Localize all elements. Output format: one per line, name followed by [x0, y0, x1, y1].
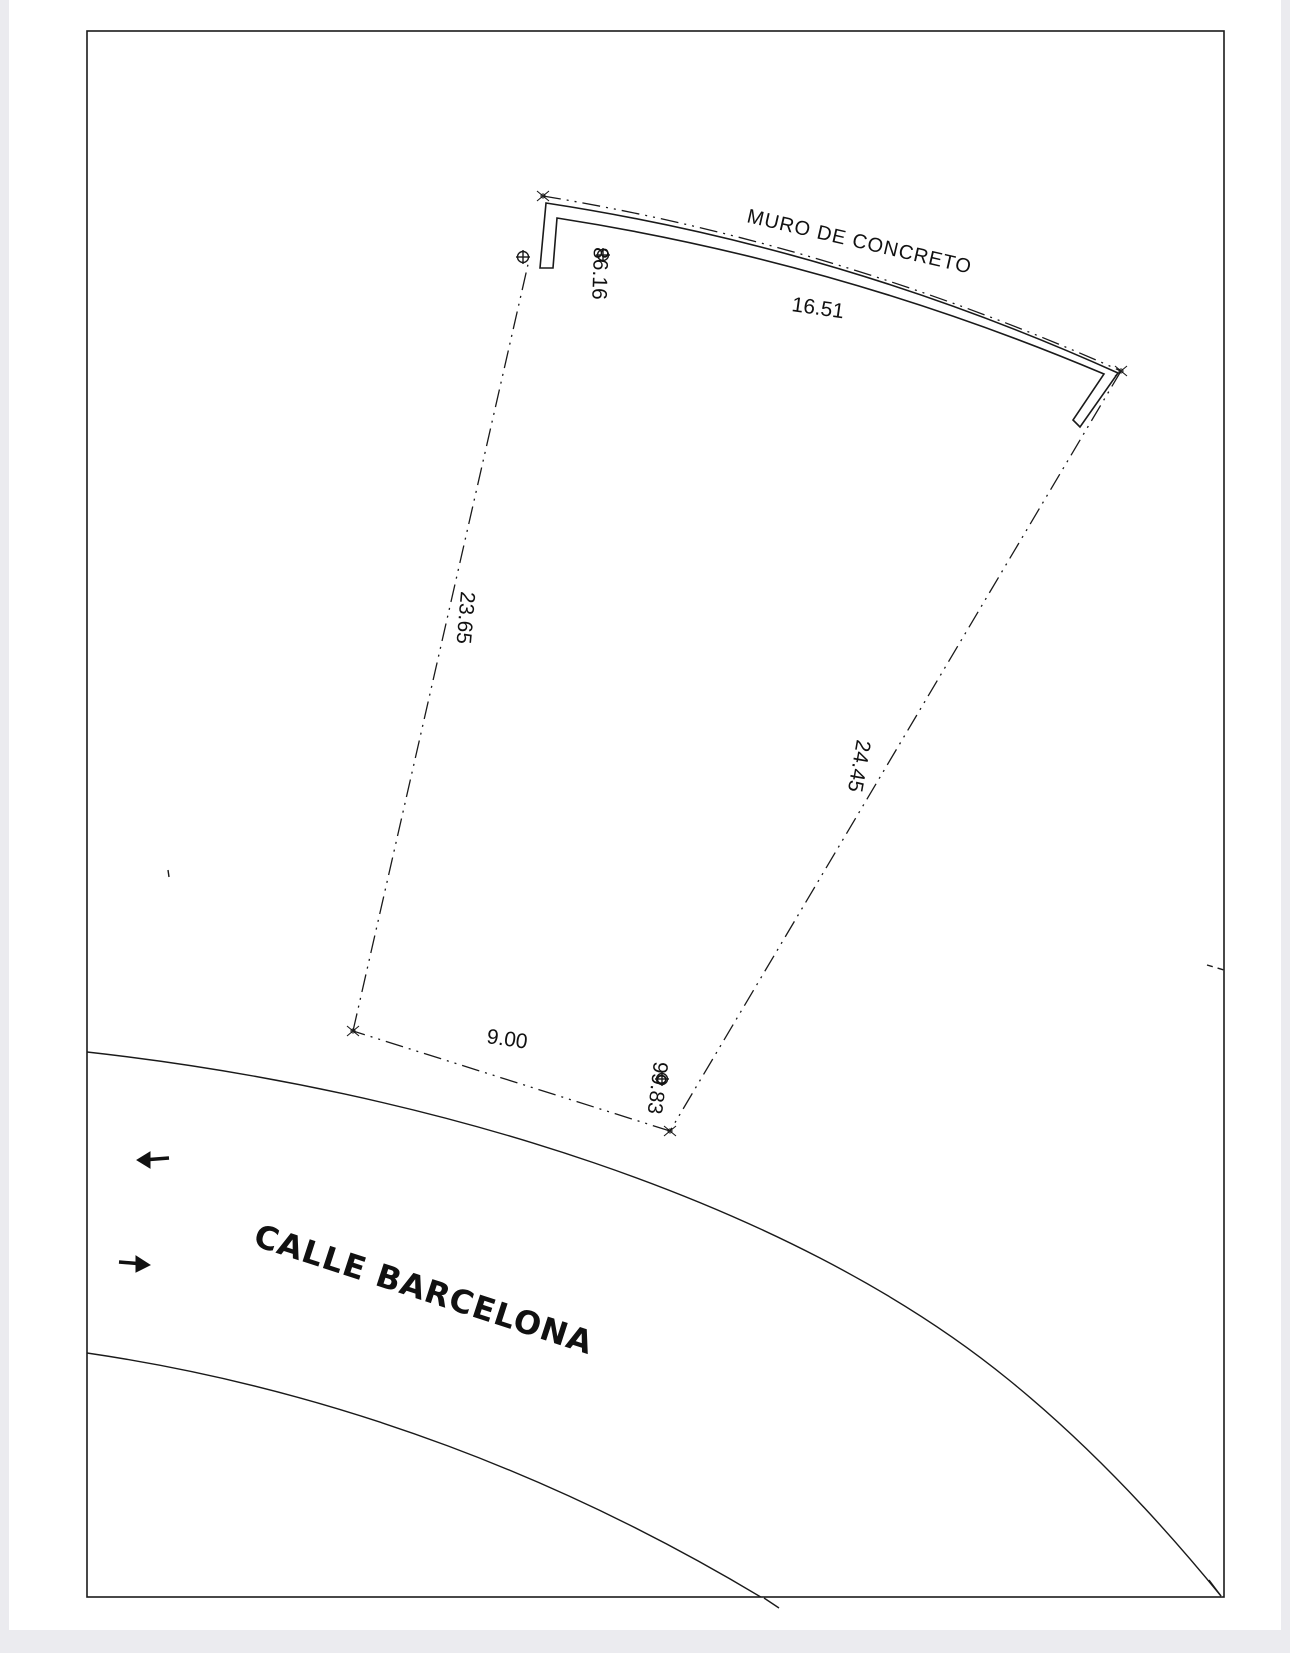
street-edges: [87, 1052, 1221, 1605]
street-label: CALLE BARCELONA: [249, 1216, 599, 1363]
street-edge-lower-tail: [764, 1598, 779, 1608]
survey-points: [347, 191, 1127, 1136]
dimension-left: 23.65: [451, 590, 479, 645]
elevation-top-left: 86.16: [587, 246, 612, 301]
lot-boundary-right: [670, 371, 1121, 1131]
street-edge-upper: [87, 1052, 1221, 1596]
dimension-bottom: 9.00: [485, 1025, 529, 1054]
street-edge-upper-tail: [1209, 1580, 1221, 1596]
arrow-right-icon: [119, 1256, 150, 1272]
site-plan: [9, 0, 1281, 1653]
arrow-left-icon: [137, 1152, 169, 1168]
survey-point: [1115, 366, 1127, 376]
drawing-sheet: [9, 0, 1281, 1630]
lot-boundary: [353, 196, 1121, 1131]
lot-boundary-top: [543, 196, 1121, 371]
drawing-frame: [87, 31, 1224, 1597]
survey-point: [537, 191, 549, 201]
dimension-top: 16.51: [790, 293, 846, 324]
survey-point: [664, 1126, 676, 1136]
elevation-bottom-right: 99.83: [642, 1060, 672, 1116]
stray-mark: [168, 870, 169, 877]
stray-mark: [1207, 965, 1224, 970]
street-edge-lower: [87, 1353, 774, 1605]
lot-boundary-left: [353, 260, 529, 1031]
wall-label: MURO DE CONCRETO: [744, 205, 975, 279]
dimension-right: 24.45: [842, 738, 875, 794]
survey-point: [347, 1026, 359, 1036]
benchmark-icon: [516, 250, 530, 264]
